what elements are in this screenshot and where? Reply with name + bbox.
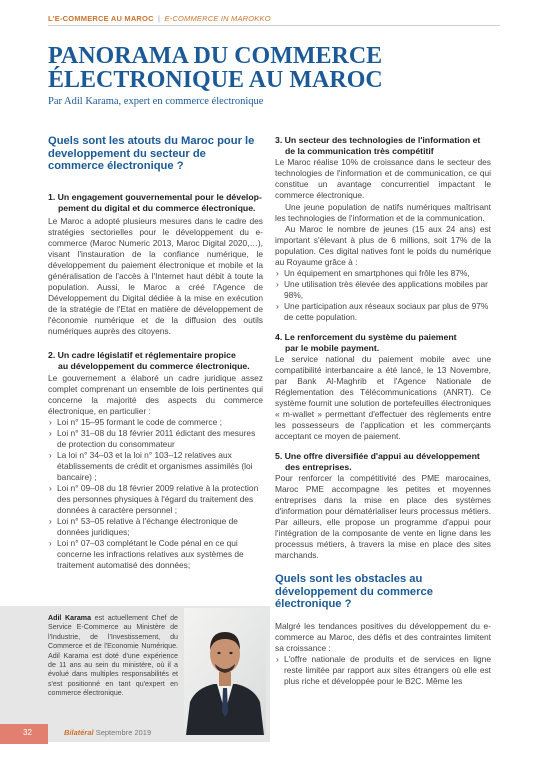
list-item: › La loi n° 34–03 et la loi n° 103–12 relatives aux établissements de crédit et organismes assimilés (loi bancaire) ; bbox=[48, 450, 263, 483]
list-item: › Une utilisation très élevée des applications mobiles par 98%, bbox=[275, 279, 491, 301]
section-heading-3-line1: 3. Un secteur des technologies de l'information et bbox=[275, 135, 481, 145]
title-line-1: PANORAMA DU COMMERCE bbox=[48, 43, 383, 69]
section-2-bullet-list bbox=[48, 417, 263, 571]
left-column bbox=[48, 135, 263, 571]
question-heading-obstacles: Quels sont les obstacles au développement du commerce électronique ? bbox=[275, 573, 433, 610]
section-heading-1-line2: pement du digital et du commerce électronique. bbox=[58, 202, 256, 213]
list-item: › Une participation aux réseaux sociaux par plus de 97% de cette population. bbox=[275, 301, 491, 323]
section-heading-3-line2: de la communication très compétitif bbox=[285, 146, 434, 156]
section-heading-2 bbox=[48, 350, 263, 372]
section-3-bullet-list bbox=[275, 268, 491, 323]
list-item: › Loi n° 09–08 du 18 février 2009 relative à la protection des personnes physiques à l'égard du traitement des données à caractère personnel ; bbox=[48, 483, 263, 516]
section-heading-3 bbox=[275, 135, 491, 157]
list-item: › L'offre nationale de produits et de services en ligne reste limitée par rapport aux sites étrangers où elle est plus riche et développée pour le B2C. Même les bbox=[275, 654, 491, 687]
title-line-2: ÉLECTRONIQUE AU MAROC bbox=[48, 67, 383, 93]
header-divider bbox=[48, 25, 500, 26]
section-3-paragraph-3: Au Maroc le nombre de jeunes (15 aux 24 ans) est important s'élevant à plus de 6 millions, soit 17% de la population. Ces digital natives font le poids du numérique au Royaume grâce à : bbox=[275, 224, 491, 267]
list-item: › Loi n° 53–05 relative à l'échange électronique de données juridiques; bbox=[48, 516, 263, 538]
footer-publication bbox=[64, 728, 151, 737]
page-number: 32 bbox=[23, 728, 32, 737]
section-heading-1 bbox=[48, 192, 263, 214]
section-5-paragraph: Pour renforcer la compétitivité des PME marocaines, Maroc PME accompagne les petites et moyennes entreprises dans la mise en place des systèmes d'information pour dématérialiser leurs processus métiers. Par ailleurs, elle propose un programme d'appui pour l'intégration de la composante de vente en ligne dans les processus métiers, à travers la mise en place des sites marchands. bbox=[275, 473, 491, 560]
rubric-sub: E-COMMERCE IN MAROKKO bbox=[164, 14, 271, 23]
section-heading-2-line2: au développement du commerce électronique. bbox=[58, 360, 250, 371]
list-item: › Loi n° 31–08 du 18 février 2011 édictant des mesures de protection du consommateur bbox=[48, 428, 263, 450]
section-heading-5 bbox=[275, 451, 491, 473]
obstacles-paragraph: Malgré les tendances positives du développement du e-commerce au Maroc, des défis et des contraintes limitent sa croissance : bbox=[275, 620, 491, 653]
author-bio-text: est actuellement Chef de Service E-Commerce au Ministère de l'Industrie, de l'Investissement, du Commerce et de l'Economie Numérique. Adil Karama est doté d'une expérience de 11 ans au sein du ministère, où il a évolué dans multiples responsabilités et s'est positionné en tant qu'expert en commerce électronique. bbox=[48, 614, 178, 698]
byline: Par Adil Karama, expert en commerce électronique bbox=[48, 96, 264, 107]
author-name: Adil Karama bbox=[48, 614, 92, 622]
section-4-paragraph: Le service national du paiement mobile avec une compatibilité interbancaire a été lancé, le 13 Novembre, par Bank Al-Maghrib et l'Agence Nationale de Réglementation des Télécommunications (ANRT). Ce système fournit une solution de portefeuilles électroniques « m-wallet » permettant d'effectuer des règlements entre les possesseurs de l'application et les commerçants acceptant ce moyen de paiement. bbox=[275, 354, 491, 441]
section-heading-2-line1: 2. Un cadre législatif et réglementaire propice bbox=[48, 349, 236, 360]
rubric-separator: | bbox=[158, 14, 161, 23]
magazine-name: Bilatéral bbox=[64, 728, 94, 737]
section-heading-4 bbox=[275, 332, 491, 354]
section-rubric bbox=[48, 14, 271, 23]
author-portrait-image bbox=[184, 608, 266, 735]
section-heading-5-line2: des entreprises. bbox=[285, 462, 352, 472]
section-heading-4-line1: 4. Le renforcement du système du paiement bbox=[275, 332, 457, 342]
rubric-main: L'E-COMMERCE AU MAROC bbox=[48, 14, 154, 23]
right-column bbox=[275, 135, 491, 687]
section-heading-1-line1: 1. Un engagement gouvernemental pour le dévelop- bbox=[48, 191, 262, 202]
list-item: › Loi n° 07–03 complétant le Code pénal en ce qui concerne les infractions relatives aux systèmes de traitement automatisé des données; bbox=[48, 538, 263, 571]
section-1-paragraph: Le Maroc a adopté plusieurs mesures dans le cadre des stratégies sectorielles pour le développement du e-commerce (Maroc Numeric 2013, Maroc Digital 2020,…), visant l'instauration de la confiance numérique, le développement du paiement électronique et mobile et la généralisation de l'accès à l'Internet haut débit à toute la population. Aussi, le Maroc a créé l'Agence de Développement du Digital dédiée à la mise en exécution de la stratégie de l'Etat en matière de développement de l'économie numérique et de la diffusion des outils numériques auprès des citoyens. bbox=[48, 215, 263, 336]
section-3-paragraph-2: Une jeune population de natifs numériques maîtrisant les technologies de l'information et de la communication. bbox=[275, 202, 491, 223]
section-2-paragraph: Le gouvernement a élaboré un cadre juridique assez complet comprenant un ensemble de lois pertinentes qui concerne la majorité des aspects du commerce électronique, en particulier : bbox=[48, 372, 263, 416]
article-title bbox=[48, 44, 508, 92]
issue-date: Septembre 2019 bbox=[93, 728, 152, 737]
author-bio bbox=[48, 614, 178, 699]
section-heading-4-line2: par le mobile payment. bbox=[285, 343, 380, 353]
list-item: › Loi n° 15–95 formant le code de commerce ; bbox=[48, 417, 263, 428]
section-3-paragraph-1: Le Maroc réalise 10% de croissance dans le secteur des technologies de l'information et de communication, ce qui constitue un avantage concurrentiel impactant le commerce électronique. bbox=[275, 157, 491, 200]
section-heading-5-line1: 5. Une offre diversifiée d'appui au développement bbox=[275, 451, 480, 461]
list-item: › Un équipement en smartphones qui frôle les 87%, bbox=[275, 268, 491, 279]
author-photo bbox=[184, 608, 266, 735]
question-heading-atouts: Quels sont les atouts du Maroc pour le developpement du secteur de commerce électronique ? bbox=[48, 135, 255, 172]
